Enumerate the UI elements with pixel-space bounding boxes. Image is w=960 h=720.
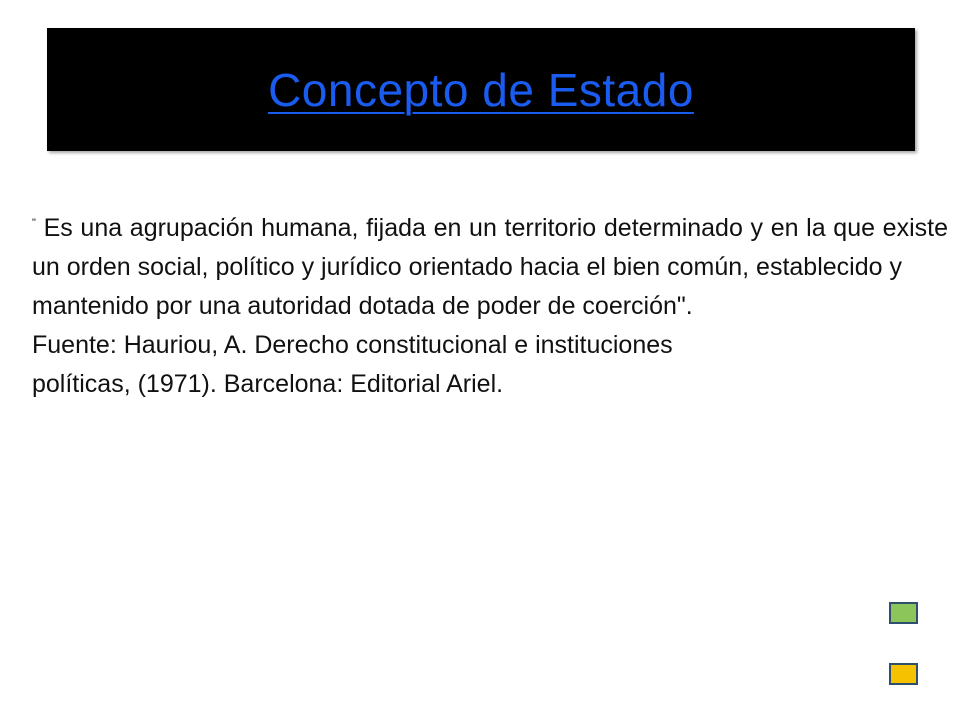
- definition-paragraph: [32, 204, 948, 404]
- source-line-1: Fuente: Hauriou, A. Derecho constitucional e instituciones: [32, 331, 673, 359]
- title-bar: [47, 28, 915, 151]
- yellow-nav-button[interactable]: [889, 663, 918, 685]
- definition-text: Es una agrupación humana, fijada en un territorio determinado y en la que existe un orden social, político y jurídico orientado hacia el bien común, establecido y: [32, 214, 948, 281]
- open-quote: ": [32, 217, 36, 229]
- source-line-2: políticas, (1971). Barcelona: Editorial Ariel.: [32, 370, 504, 398]
- green-nav-button[interactable]: [889, 602, 918, 624]
- definition-justified-block: [32, 204, 948, 287]
- title-link[interactable]: Concepto de Estado: [268, 63, 694, 116]
- definition-line-4: mantenido por una autoridad dotada de poder de coerción".: [32, 292, 693, 320]
